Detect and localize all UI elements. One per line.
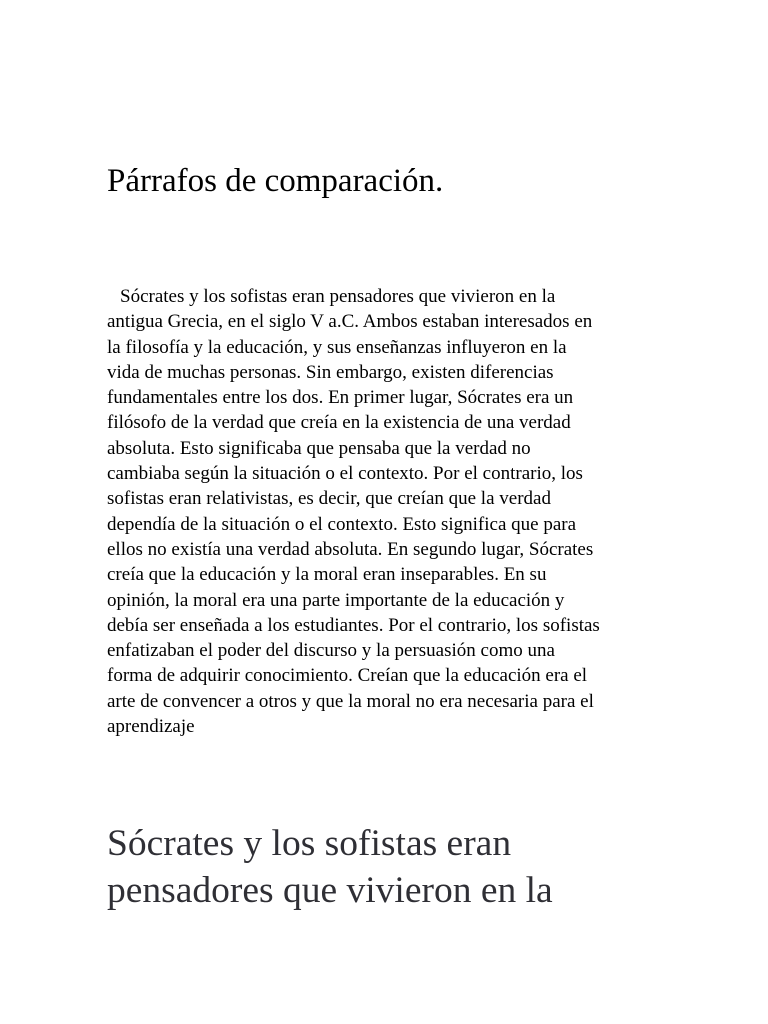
paragraph-line: ellos no existía una verdad absoluta. En segundo lugar, Sócrates (107, 538, 594, 560)
paragraph-line: filósofo de la verdad que creía en la existencia de una verdad (107, 412, 571, 434)
paragraph-line: fundamentales entre los dos. En primer lugar, Sócrates era un (107, 387, 574, 409)
paragraph-line: sofistas eran relativistas, es decir, que creían que la verdad (107, 488, 551, 510)
paragraph-line: antigua Grecia, en el siglo V a.C. Ambos estaban interesados en (107, 311, 593, 333)
large-heading (107, 820, 553, 914)
document-title: Párrafos de comparación. (107, 163, 444, 199)
paragraph-line: Sócrates y los sofistas eran pensadores que vivieron en la (120, 286, 556, 307)
paragraph-line: dependía de la situación o el contexto. Esto significa que para (107, 513, 577, 535)
paragraph-line: debía ser enseñada a los estudiantes. Por el contrario, los sofistas (107, 614, 600, 636)
paragraph-line: la filosofía y la educación, y sus enseñanzas influyeron en la (107, 336, 567, 358)
large-heading-line: Sócrates y los sofistas eran (107, 823, 512, 864)
paragraph-line: cambiaba según la situación o el contexto. Por el contrario, los (107, 463, 583, 485)
paragraph-line: forma de adquirir conocimiento. Creían que la educación era el (107, 665, 588, 687)
paragraph-line: enfatizaban el poder del discurso y la persuasión como una (107, 640, 555, 662)
paragraph-line: opinión, la moral era una parte importante de la educación y (107, 589, 565, 611)
paragraph-line: aprendizaje (107, 716, 195, 738)
comparison-paragraph (107, 284, 667, 739)
paragraph-line: creía que la educación y la moral eran inseparables. En su (107, 564, 547, 586)
paragraph-line: arte de convencer a otros y que la moral no era necesaria para el (107, 690, 594, 712)
paragraph-line: absoluta. Esto significaba que pensaba que la verdad no (107, 437, 531, 459)
paragraph-line: vida de muchas personas. Sin embargo, existen diferencias (107, 361, 554, 383)
large-heading-line: pensadores que vivieron en la (107, 870, 553, 911)
